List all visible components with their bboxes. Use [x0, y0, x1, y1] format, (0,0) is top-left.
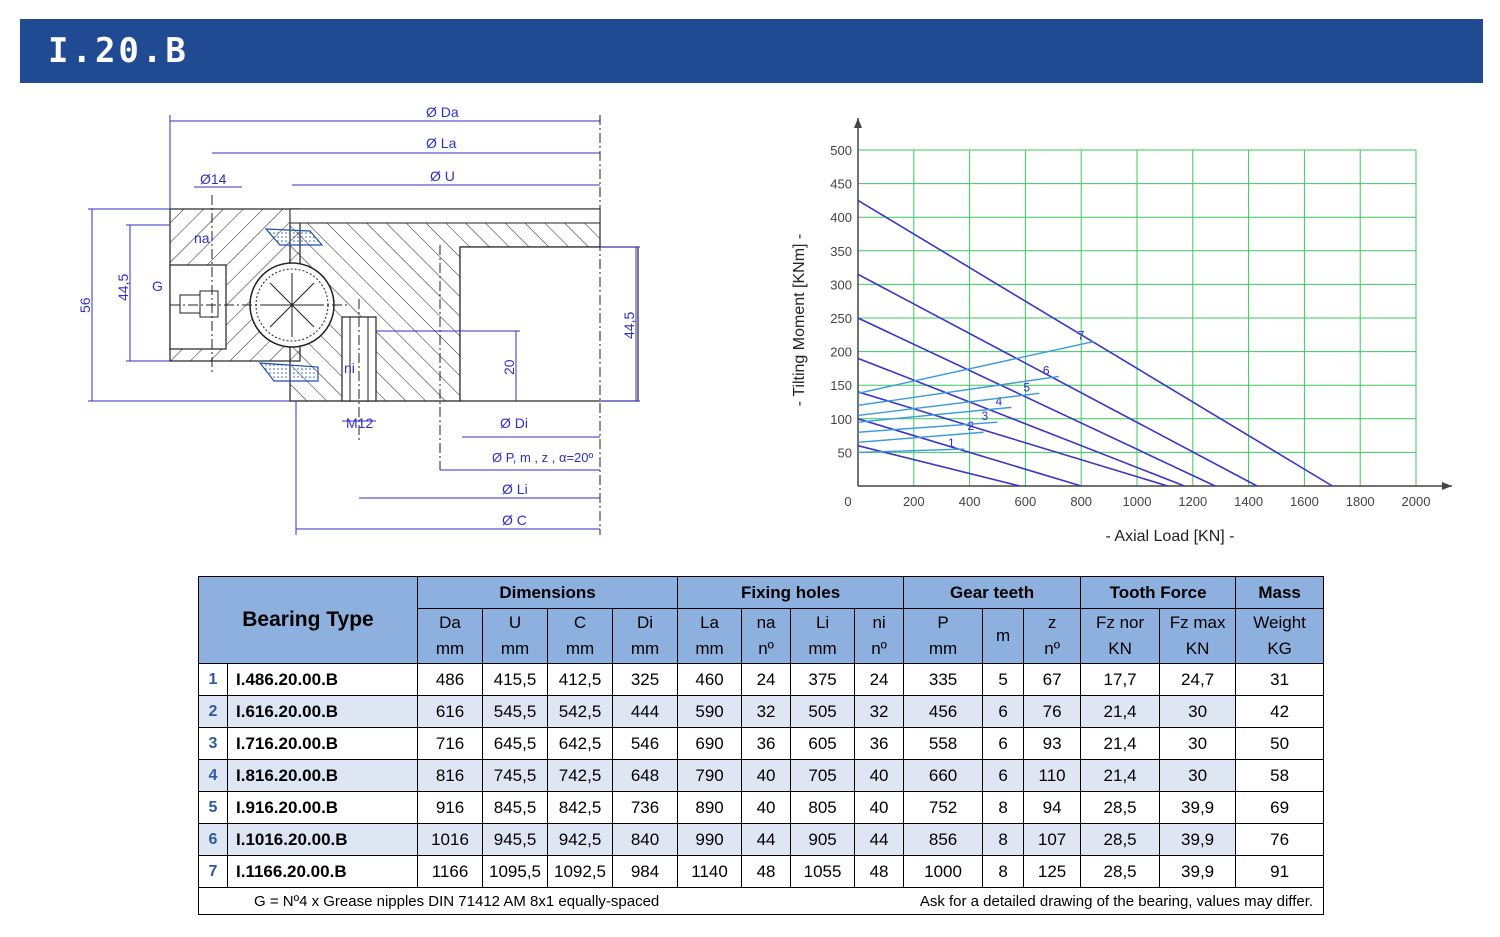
- table-cell: 745,5: [483, 760, 548, 792]
- table-cell: 8: [983, 824, 1024, 856]
- dim-56-label: 56: [77, 297, 93, 313]
- table-cell: 91: [1236, 856, 1324, 888]
- row-index: 6: [199, 824, 228, 856]
- dim-445-left-label: 44,5: [115, 273, 131, 301]
- column-header: [1081, 609, 1160, 664]
- table-cell: 545,5: [483, 696, 548, 728]
- table-cell: 36: [742, 728, 791, 760]
- bearing-name: I.916.20.00.B: [228, 792, 418, 824]
- column-header-unit: mm: [435, 639, 465, 658]
- y-tick-label: 350: [830, 243, 852, 259]
- row-index: 3: [199, 728, 228, 760]
- table-cell: 21,4: [1081, 696, 1160, 728]
- x-tick-label: 2000: [1401, 494, 1431, 509]
- table-cell: 648: [613, 760, 678, 792]
- series-label: 3: [981, 409, 989, 424]
- table-cell: 325: [613, 664, 678, 696]
- page-title: I.20.B: [48, 31, 189, 71]
- series-label: 2: [967, 419, 975, 434]
- holes-na-label: na: [194, 230, 210, 246]
- table-cell: 590: [678, 696, 742, 728]
- x-tick-label: 1400: [1234, 494, 1264, 509]
- group-gear-teeth: Gear teeth: [904, 577, 1081, 609]
- table-cell: 1000: [904, 856, 983, 888]
- column-header: [678, 609, 742, 664]
- table-cell: 1092,5: [548, 856, 613, 888]
- column-header-name: Di: [637, 613, 654, 632]
- table-row: [199, 760, 1324, 792]
- table-cell: 690: [678, 728, 742, 760]
- table-cell: 5: [983, 664, 1024, 696]
- table-cell: 36: [855, 728, 904, 760]
- series-line: [858, 407, 1011, 422]
- y-tick-label: 200: [830, 344, 852, 360]
- column-header-unit: mm: [630, 639, 660, 658]
- column-header-unit: KN: [1108, 639, 1132, 658]
- dim-di-label: Ø Di: [500, 415, 528, 431]
- table-cell: 93: [1024, 728, 1081, 760]
- chart-grid: [854, 118, 1452, 490]
- column-header: [1024, 609, 1081, 664]
- y-axis-arrow: [854, 118, 862, 128]
- column-header-name: z: [1047, 613, 1057, 632]
- bearing-name: I.1166.20.00.B: [228, 856, 418, 888]
- table-cell: 705: [791, 760, 855, 792]
- table-cell: 31: [1236, 664, 1324, 696]
- table-cell: 375: [791, 664, 855, 696]
- table-cell: 6: [983, 696, 1024, 728]
- grease-g-label: G: [152, 278, 163, 294]
- column-header-unit: nº: [1044, 639, 1060, 658]
- x-tick-label: 200: [902, 494, 925, 509]
- table-cell: 558: [904, 728, 983, 760]
- table-cell: 28,5: [1081, 792, 1160, 824]
- column-header-unit: nº: [758, 639, 774, 658]
- table-cell: 30: [1160, 728, 1236, 760]
- dim-p-label: Ø P, m , z , α=20º: [492, 450, 594, 465]
- table-cell: 605: [791, 728, 855, 760]
- table-cell: 1095,5: [483, 856, 548, 888]
- x-tick-label: 0: [844, 494, 852, 509]
- table-cell: 69: [1236, 792, 1324, 824]
- column-header: [548, 609, 613, 664]
- column-header-name: Fz max: [1169, 613, 1226, 632]
- table-cell: 8: [983, 792, 1024, 824]
- dim-d14-label: Ø14: [200, 171, 227, 187]
- table-cell: 546: [613, 728, 678, 760]
- table-cell: 444: [613, 696, 678, 728]
- column-header-unit: KN: [1185, 639, 1210, 658]
- table-cell: 39,9: [1160, 856, 1236, 888]
- column-header-name: U: [508, 613, 522, 632]
- table-cell: 39,9: [1160, 824, 1236, 856]
- bearing-name: I.716.20.00.B: [228, 728, 418, 760]
- table-cell: 456: [904, 696, 983, 728]
- table-row: [199, 824, 1324, 856]
- table-cell: 8: [983, 856, 1024, 888]
- y-tick-label: 300: [830, 277, 852, 293]
- table-row: [199, 856, 1324, 888]
- dim-445-right-label: 44,5: [621, 311, 637, 339]
- column-header-name: Weight: [1253, 613, 1306, 632]
- table-cell: 24: [742, 664, 791, 696]
- series-line: [858, 393, 1039, 415]
- table-row: [199, 728, 1324, 760]
- y-axis-label: - Tilting Moment [KNm] -: [791, 233, 808, 407]
- column-header: [1236, 609, 1324, 664]
- dim-la-label: Ø La: [426, 135, 457, 151]
- table-cell: 990: [678, 824, 742, 856]
- table-cell: 916: [418, 792, 483, 824]
- column-header-name: na: [756, 613, 776, 632]
- table-cell: 1140: [678, 856, 742, 888]
- bearing-cross-section-drawing: [60, 95, 660, 545]
- x-tick-label: 1600: [1289, 494, 1319, 509]
- bearing-name: I.616.20.00.B: [228, 696, 418, 728]
- table-cell: 335: [904, 664, 983, 696]
- table-row: [199, 696, 1324, 728]
- table-cell: 742,5: [548, 760, 613, 792]
- table-cell: 40: [855, 792, 904, 824]
- chart-ticks: [830, 143, 1430, 509]
- limit-line: [858, 200, 1332, 486]
- table-cell: 945,5: [483, 824, 548, 856]
- y-tick-label: 150: [830, 378, 852, 394]
- table-cell: 48: [855, 856, 904, 888]
- table-cell: 40: [742, 792, 791, 824]
- table-cell: 645,5: [483, 728, 548, 760]
- table-cell: 790: [678, 760, 742, 792]
- table-cell: 44: [742, 824, 791, 856]
- x-tick-label: 1200: [1178, 494, 1208, 509]
- load-chart: [780, 105, 1470, 555]
- column-header-unit: nº: [871, 639, 887, 658]
- y-tick-label: 250: [830, 311, 852, 326]
- table-cell: 890: [678, 792, 742, 824]
- column-header: [742, 609, 791, 664]
- column-header: [791, 609, 855, 664]
- series-label: 1: [948, 436, 955, 451]
- table-cell: 110: [1024, 760, 1081, 792]
- table-cell: 30: [1160, 696, 1236, 728]
- table-cell: 505: [791, 696, 855, 728]
- table-cell: 32: [742, 696, 791, 728]
- limit-line: [858, 318, 1215, 486]
- table-cell: 486: [418, 664, 483, 696]
- bearing-type-header: Bearing Type: [199, 577, 418, 664]
- x-tick-label: 1800: [1345, 494, 1375, 509]
- table-cell: 856: [904, 824, 983, 856]
- header-banner: [20, 19, 1483, 83]
- column-header: [904, 609, 983, 664]
- column-header-unit: mm: [808, 639, 837, 658]
- dim-20-label: 20: [501, 359, 517, 375]
- row-index: 7: [199, 856, 228, 888]
- column-header-name: C: [573, 613, 587, 632]
- dim-u-label: Ø U: [430, 168, 455, 184]
- series-label: 7: [1077, 328, 1085, 343]
- table-cell: 42: [1236, 696, 1324, 728]
- column-header-unit: mm: [500, 639, 530, 658]
- series-line: [858, 432, 984, 442]
- table-cell: 94: [1024, 792, 1081, 824]
- table-cell: 460: [678, 664, 742, 696]
- column-header-name: P: [937, 613, 949, 632]
- table-cell: 716: [418, 728, 483, 760]
- table-cell: 24,7: [1160, 664, 1236, 696]
- column-header: [855, 609, 904, 664]
- column-header: [1160, 609, 1236, 664]
- table-cell: 805: [791, 792, 855, 824]
- table-cell: 28,5: [1081, 856, 1160, 888]
- group-mass: Mass: [1236, 577, 1324, 609]
- chart-limit-lines: [858, 200, 1332, 486]
- x-axis-arrow: [1442, 482, 1452, 490]
- table-cell: 67: [1024, 664, 1081, 696]
- table-cell: 642,5: [548, 728, 613, 760]
- table-cell: 44: [855, 824, 904, 856]
- table-cell: 542,5: [548, 696, 613, 728]
- column-header-unit: KG: [1267, 639, 1292, 658]
- table-cell: 845,5: [483, 792, 548, 824]
- column-header: [483, 609, 548, 664]
- column-header: [983, 609, 1024, 664]
- series-label: 4: [995, 394, 1003, 409]
- bearing-name: I.1016.20.00.B: [228, 824, 418, 856]
- footnote-grease: G = Nº4 x Grease nipples DIN 71412 AM 8x1 equally-spaced: [254, 893, 660, 910]
- table-cell: 17,7: [1081, 664, 1160, 696]
- row-index: 5: [199, 792, 228, 824]
- table-cell: 412,5: [548, 664, 613, 696]
- bearing-name: I.816.20.00.B: [228, 760, 418, 792]
- table-cell: 816: [418, 760, 483, 792]
- dim-da-label: Ø Da: [426, 104, 459, 120]
- footnote-disclaimer: Ask for a detailed drawing of the bearing, values may differ.: [919, 893, 1314, 910]
- x-tick-label: 1000: [1122, 494, 1152, 509]
- column-header: [418, 609, 483, 664]
- table-cell: 21,4: [1081, 728, 1160, 760]
- table-cell: 58: [1236, 760, 1324, 792]
- y-tick-label: 400: [830, 210, 852, 226]
- column-header-name: Li: [815, 613, 830, 632]
- table-cell: 76: [1236, 824, 1324, 856]
- column-header-unit: mm: [928, 639, 958, 658]
- table-cell: 40: [855, 760, 904, 792]
- table-cell: 942,5: [548, 824, 613, 856]
- y-tick-label: 500: [830, 143, 852, 158]
- table-cell: 32: [855, 696, 904, 728]
- row-index: 4: [199, 760, 228, 792]
- row-index: 1: [199, 664, 228, 696]
- series-label: 6: [1042, 363, 1050, 378]
- table-cell: 30: [1160, 760, 1236, 792]
- table-cell: 40: [742, 760, 791, 792]
- column-header-unit: mm: [565, 639, 595, 658]
- table-cell: 107: [1024, 824, 1081, 856]
- column-header-name: Fz nor: [1095, 613, 1145, 632]
- x-axis-label: - Axial Load [KN] -: [1105, 528, 1235, 545]
- group-tooth-force: Tooth Force: [1081, 577, 1236, 609]
- column-header-name: La: [700, 613, 720, 632]
- column-header-name: ni: [872, 613, 886, 632]
- column-header-name: m: [995, 626, 1011, 645]
- x-tick-label: 600: [1014, 494, 1037, 509]
- table-cell: 76: [1024, 696, 1081, 728]
- table-cell: 39,9: [1160, 792, 1236, 824]
- dim-c-label: Ø C: [502, 512, 527, 528]
- table-cell: 6: [983, 760, 1024, 792]
- table-row: [199, 664, 1324, 696]
- table-cell: 905: [791, 824, 855, 856]
- group-fixing-holes: Fixing holes: [678, 577, 904, 609]
- x-tick-label: 400: [958, 494, 981, 509]
- y-tick-label: 100: [830, 411, 852, 427]
- table-cell: 6: [983, 728, 1024, 760]
- table-footnote: [199, 888, 1324, 915]
- table-cell: 840: [613, 824, 678, 856]
- bearing-name: I.486.20.00.B: [228, 664, 418, 696]
- table-cell: 48: [742, 856, 791, 888]
- table-cell: 21,4: [1081, 760, 1160, 792]
- table-row: [199, 792, 1324, 824]
- column-header: [613, 609, 678, 664]
- table-cell: 50: [1236, 728, 1324, 760]
- table-cell: 24: [855, 664, 904, 696]
- table-cell: 1055: [791, 856, 855, 888]
- x-tick-label: 800: [1070, 494, 1093, 509]
- table-cell: 1016: [418, 824, 483, 856]
- y-tick-label: 450: [830, 176, 852, 192]
- series-label: 5: [1023, 380, 1031, 395]
- holes-ni-label: ni: [344, 360, 355, 376]
- row-index: 2: [199, 696, 228, 728]
- chart-series: [858, 329, 1094, 453]
- thread-m12-label: M12: [346, 415, 374, 431]
- table-cell: 984: [613, 856, 678, 888]
- table-cell: 660: [904, 760, 983, 792]
- table-cell: 28,5: [1081, 824, 1160, 856]
- table-cell: 842,5: [548, 792, 613, 824]
- table-cell: 752: [904, 792, 983, 824]
- dim-li-label: Ø Li: [502, 481, 528, 497]
- table-cell: 1166: [418, 856, 483, 888]
- table-cell: 125: [1024, 856, 1081, 888]
- bearing-spec-table: [198, 576, 1324, 915]
- table-cell: 415,5: [483, 664, 548, 696]
- y-tick-label: 50: [837, 445, 852, 461]
- column-header-unit: mm: [695, 639, 724, 658]
- table-cell: 736: [613, 792, 678, 824]
- group-dimensions: Dimensions: [418, 577, 678, 609]
- column-header-name: Da: [439, 613, 461, 632]
- table-cell: 616: [418, 696, 483, 728]
